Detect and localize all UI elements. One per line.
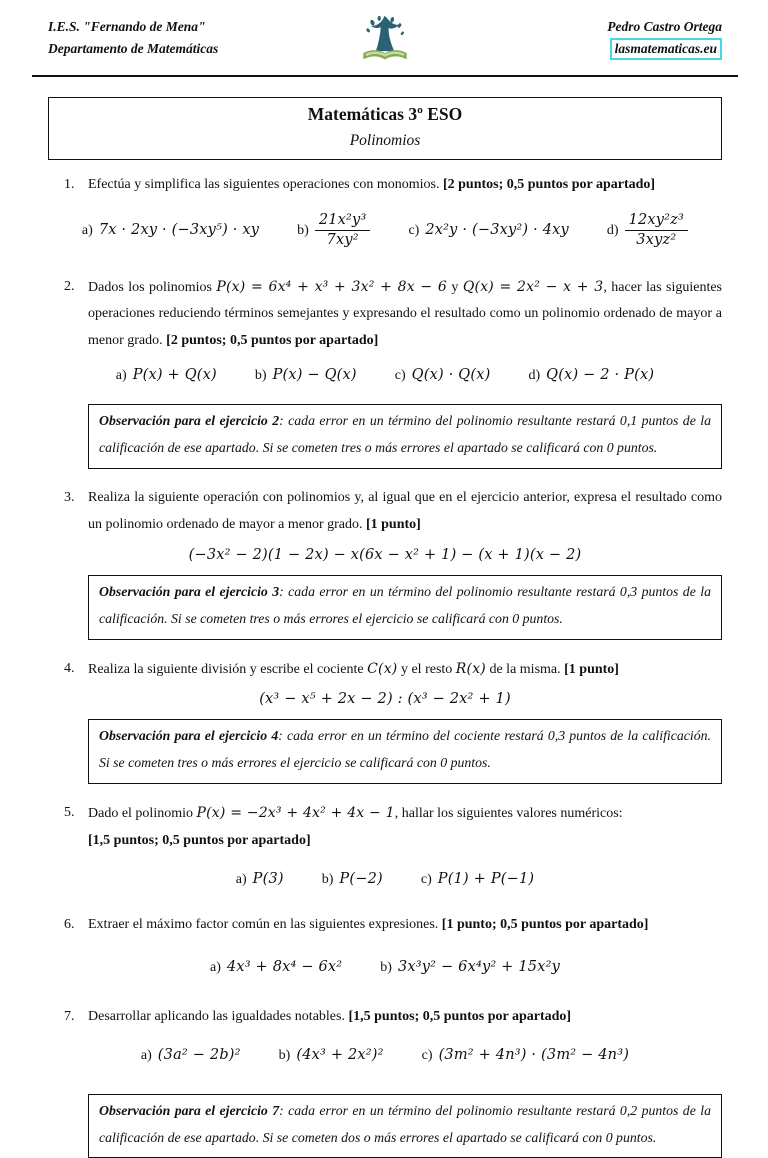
exercise-6: [48, 912, 722, 939]
exercise-5-parts: [48, 871, 722, 888]
exercise-4-formula: (x³ − x⁵ + 2x − 2) : (x³ − 2x² + 1): [259, 691, 511, 708]
part-d: [607, 211, 688, 250]
part-a: [236, 871, 284, 888]
part-a: [210, 959, 342, 976]
math-expression: 7x · 2xy · (−3xy⁵) · xy: [98, 221, 260, 238]
part-d: [528, 367, 654, 384]
exercise-4: [48, 656, 722, 684]
observation-text: : cada error en un término del polinomio resultante restará 0,3 puntos de la calificación. Si se cometen tres o más errores el ejercicio se calificará con 0 puntos.: [99, 583, 711, 626]
points-label: [1,5 puntos; 0,5 puntos por apartado]: [88, 833, 311, 849]
part-label: c): [420, 871, 432, 887]
statement-text: Dados los polinomios: [88, 279, 217, 295]
points-label: [1,5 puntos; 0,5 puntos por apartado]: [348, 1008, 572, 1024]
math-expression: P(x) − Q(x): [272, 367, 357, 384]
part-label: b): [297, 222, 309, 238]
statement-text: Efectúa y simplifica las siguientes operaciones con monomios.: [88, 177, 443, 192]
inline-math: R(x): [455, 660, 486, 677]
statement-text: Realiza la siguiente operación con polinomios y, al igual que en el ejercicio anterior, expresa el resultado como un polinomio ordenado de mayor a menor grado.: [88, 489, 722, 532]
fraction-numerator: 21x²y³: [318, 211, 367, 228]
math-expression: P(3): [252, 870, 284, 887]
exercise-statement: [88, 274, 722, 356]
exercise-statement: [88, 800, 722, 855]
fraction-denominator: 3xyz²: [625, 230, 689, 250]
observation-lead: Observación para el ejercicio 7: [99, 1102, 280, 1118]
statement-text: Extraer el máximo factor común en las siguientes expresiones.: [88, 916, 442, 932]
exercise-number: 2.: [64, 278, 75, 294]
exercise-statement: [88, 656, 722, 684]
part-b: [279, 1047, 384, 1064]
part-b: [297, 211, 370, 250]
exercise-2: [48, 274, 722, 356]
exercise-6-parts: [48, 959, 722, 976]
points-label: [2 puntos; 0,5 puntos por apartado]: [442, 177, 656, 192]
math-expression: (3m² + 4n³) · (3m² − 4n³): [438, 1046, 630, 1063]
exercise-number: 6.: [64, 916, 75, 932]
part-label: d): [606, 222, 619, 238]
part-label: b): [380, 959, 392, 975]
exercise-number: 4.: [64, 660, 75, 676]
exercise-statement: [88, 1004, 722, 1031]
points-label: [1 punto; 0,5 puntos por apartado]: [441, 916, 649, 932]
statement-text: , hallar los siguientes valores numéricos:: [394, 806, 623, 822]
title-box: [48, 97, 722, 160]
observation-box-7: [88, 1094, 722, 1158]
part-b: [322, 871, 383, 888]
statement-text: Dado el polinomio: [88, 806, 197, 822]
school-name: I.E.S. "Fernando de Mena": [48, 19, 206, 34]
observation-text: : cada error en un término del polinomio resultante restará 0,1 puntos de la calificación de ese apartado. Si se cometen tres o más errores el apartado se calificará con 0 puntos.: [99, 413, 711, 456]
math-expression: P(x) + Q(x): [132, 367, 217, 384]
exercise-3: [48, 485, 722, 539]
exercise-7-parts: [48, 1047, 722, 1064]
points-label: [1 punto]: [564, 661, 619, 677]
statement-text: , hacer las siguientes operaciones reduciendo términos semejantes y expresando el resultado como un polinomio ordenado de mayor a menor grado.: [88, 279, 722, 349]
exercise-statement: [88, 172, 722, 199]
fraction-numerator: 12xy²z³: [628, 211, 685, 228]
observation-box-2: [88, 404, 722, 469]
math-expression: (4x³ + 2x²)²: [296, 1046, 384, 1063]
math-expression: (3a² − 2b)²: [157, 1046, 241, 1063]
math-expression: 4x³ + 8x⁴ − 6x²: [226, 958, 343, 975]
inline-math: P(x) = 6x⁴ + x³ + 3x² + 8x − 6: [216, 278, 448, 295]
part-label: b): [321, 871, 334, 887]
math-expression: Q(x) − 2 · P(x): [546, 367, 655, 384]
part-c: [395, 367, 491, 384]
exercise-2-parts: [48, 367, 722, 384]
header-divider: [32, 75, 738, 77]
points-label: [2 puntos; 0,5 puntos por apartado]: [166, 333, 379, 349]
part-label: c): [394, 368, 406, 384]
math-expression: P(−2): [339, 870, 383, 887]
part-b: [380, 959, 560, 976]
exercise-number: 7.: [64, 1008, 75, 1024]
part-label: b): [254, 368, 267, 384]
page-subtitle: Polinomios: [349, 132, 421, 149]
exercise-number: 1.: [64, 177, 75, 192]
part-label: c): [408, 222, 420, 238]
exercise-statement: [88, 912, 722, 939]
part-c: [408, 222, 568, 239]
statement-text: y el resto: [397, 661, 456, 677]
exercise-7: [48, 1004, 722, 1031]
page-header: [48, 16, 722, 71]
exercise-5: [48, 800, 722, 855]
tree-book-logo-icon: [359, 14, 411, 66]
math-expression: 2x²y · (−3xy²) · 4xy: [425, 221, 569, 238]
statement-text: Desarrollar aplicando las igualdades notables.: [88, 1008, 349, 1024]
part-label: a): [81, 222, 93, 238]
observation-box-3: [88, 575, 722, 640]
website-link[interactable]: lasmatematicas.eu: [610, 38, 722, 60]
inline-math: C(x): [367, 660, 398, 677]
part-label: b): [278, 1047, 291, 1063]
statement-text: y: [447, 279, 463, 295]
part-a: [116, 367, 217, 384]
school-block: [48, 16, 349, 61]
school-logo: [349, 14, 421, 71]
observation-lead: Observación para el ejercicio 4: [99, 728, 279, 744]
fraction: [315, 211, 371, 250]
part-c: [422, 1047, 629, 1064]
exercise-statement: [88, 485, 722, 539]
observation-text: : cada error en un término del polinomio resultante restará 0,2 puntos de la calificación de ese apartado. Si se cometen dos o más errores el apartado se calificará con 0 puntos.: [99, 1102, 711, 1145]
department-name: Departamento de Matemáticas: [48, 41, 219, 57]
part-label: a): [140, 1047, 152, 1063]
part-label: a): [235, 871, 247, 887]
part-c: [421, 871, 534, 888]
exercise-1-parts: [48, 211, 722, 250]
exercise-1: [48, 172, 722, 199]
exercise-3-formula: (−3x² − 2)(1 − 2x) − x(6x − x² + 1) − (x + 1)(x − 2): [188, 546, 582, 563]
author-name: Pedro Castro Ortega: [607, 19, 722, 34]
fraction: [625, 211, 689, 250]
author-block: [421, 16, 722, 61]
math-expression: P(1) + P(−1): [437, 870, 535, 887]
math-expression: 3x³y² − 6x⁴y² + 15x²y: [397, 958, 560, 975]
part-b: [255, 367, 357, 384]
part-label: a): [210, 959, 221, 975]
points-label: [1 punto]: [365, 516, 421, 532]
inline-math: P(x) = −2x³ + 4x² + 4x − 1: [196, 805, 395, 822]
statement-text: Realiza la siguiente división y escribe el cociente: [88, 661, 368, 677]
observation-text: : cada error en un término del cociente restará 0,3 puntos de la calificación. Si se cometen tres o más errores el ejercicio se calificará con 0 puntos.: [99, 728, 711, 771]
part-a: [82, 222, 259, 239]
part-label: a): [115, 368, 127, 384]
page-title: Matemáticas 3º ESO: [307, 104, 463, 124]
part-label: d): [528, 368, 541, 384]
observation-box-4: [88, 719, 722, 784]
part-label: c): [421, 1047, 433, 1063]
inline-math: Q(x) = 2x² − x + 3: [462, 278, 604, 295]
math-expression: Q(x) · Q(x): [411, 367, 491, 384]
fraction-denominator: 7xy²: [315, 230, 371, 250]
part-a: [141, 1047, 241, 1064]
observation-lead: Observación para el ejercicio 2: [99, 413, 280, 429]
statement-text: de la misma.: [485, 661, 565, 677]
exercise-number: 5.: [64, 805, 75, 821]
observation-lead: Observación para el ejercicio 3: [99, 583, 280, 599]
exercise-number: 3.: [64, 489, 75, 505]
